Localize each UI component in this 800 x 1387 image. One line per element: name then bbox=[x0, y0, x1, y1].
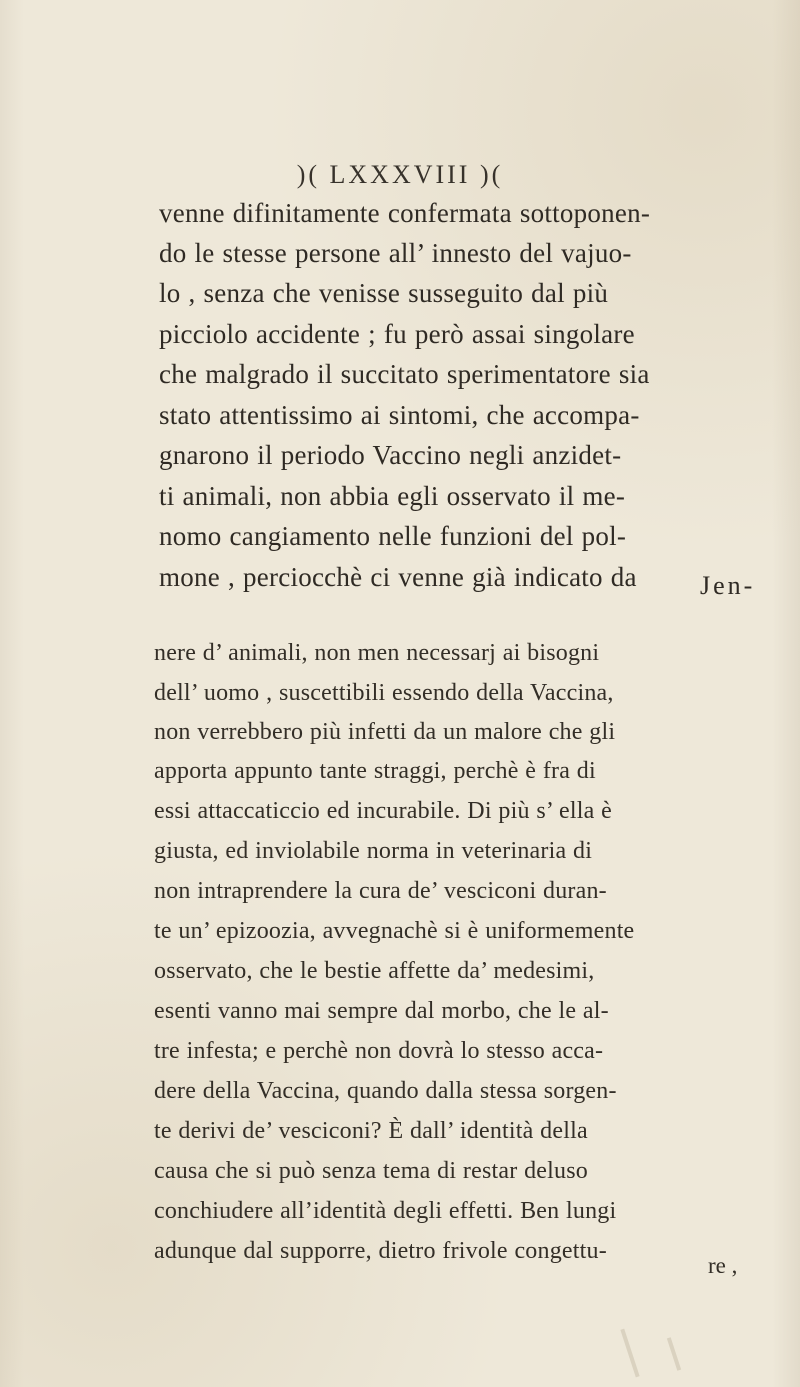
text-line: osservato, che le bestie affette da’ medesimi, bbox=[154, 958, 595, 984]
text-line: tre infesta; e perchè non dovrà lo stesso acca- bbox=[154, 1038, 604, 1064]
page-header: )( LXXXVIII )( bbox=[296, 160, 504, 189]
text-line: che malgrado il succitato sperimentatore sia bbox=[159, 359, 650, 389]
text-line: conchiudere all’identità degli effetti. Ben lungi bbox=[154, 1198, 617, 1224]
catchword: Jen- bbox=[700, 571, 756, 600]
text-line: dere della Vaccina, quando dalla stessa sorgen- bbox=[154, 1078, 617, 1104]
text-line: gnarono il periodo Vaccino negli anzidet- bbox=[159, 440, 622, 470]
trailing-word: re , bbox=[708, 1253, 738, 1278]
text-line: adunque dal supporre, dietro frivole congettu- bbox=[154, 1238, 607, 1264]
text-line: non intraprendere la cura de’ vesciconi duran- bbox=[154, 878, 607, 904]
text-line: stato attentissimo ai sintomi, che accompa- bbox=[159, 400, 640, 430]
text-line: essi attaccaticcio ed incurabile. Di più s’ ella è bbox=[154, 798, 613, 824]
text-line: te derivi de’ vesciconi? È dall’ identità della bbox=[154, 1118, 588, 1144]
text-line: giusta, ed inviolabile norma in veterinaria di bbox=[154, 838, 593, 864]
text-line: mone , perciocchè ci venne già indicato da bbox=[159, 562, 637, 592]
text-line: esenti vanno mai sempre dal morbo, che le al- bbox=[154, 998, 609, 1024]
text-line: dell’ uomo , suscettibili essendo della Vaccina, bbox=[154, 680, 614, 706]
text-line: non verrebbero più infetti da un malore che gli bbox=[154, 719, 616, 745]
paper-mark bbox=[667, 1337, 681, 1371]
text-line: venne difinitamente confermata sottoponen- bbox=[159, 198, 651, 228]
text-line: apporta appunto tante straggi, perchè è fra di bbox=[154, 758, 596, 784]
text-line: causa che si può senza tema di restar deluso bbox=[154, 1158, 588, 1184]
text-line: nere d’ animali, non men necessarj ai bisogni bbox=[154, 640, 600, 666]
text-line: picciolo accidente ; fu però assai singolare bbox=[159, 319, 635, 349]
text-line: te un’ epizoozia, avvegnachè si è uniformemente bbox=[154, 918, 635, 944]
paper-mark bbox=[620, 1329, 639, 1378]
text-line: lo , senza che venisse susseguito dal più bbox=[159, 278, 609, 308]
text-line: ti animali, non abbia egli osservato il me- bbox=[159, 481, 626, 511]
text-line: nomo cangiamento nelle funzioni del pol- bbox=[159, 521, 627, 551]
text-line: do le stesse persone all’ innesto del vajuo- bbox=[159, 238, 632, 268]
